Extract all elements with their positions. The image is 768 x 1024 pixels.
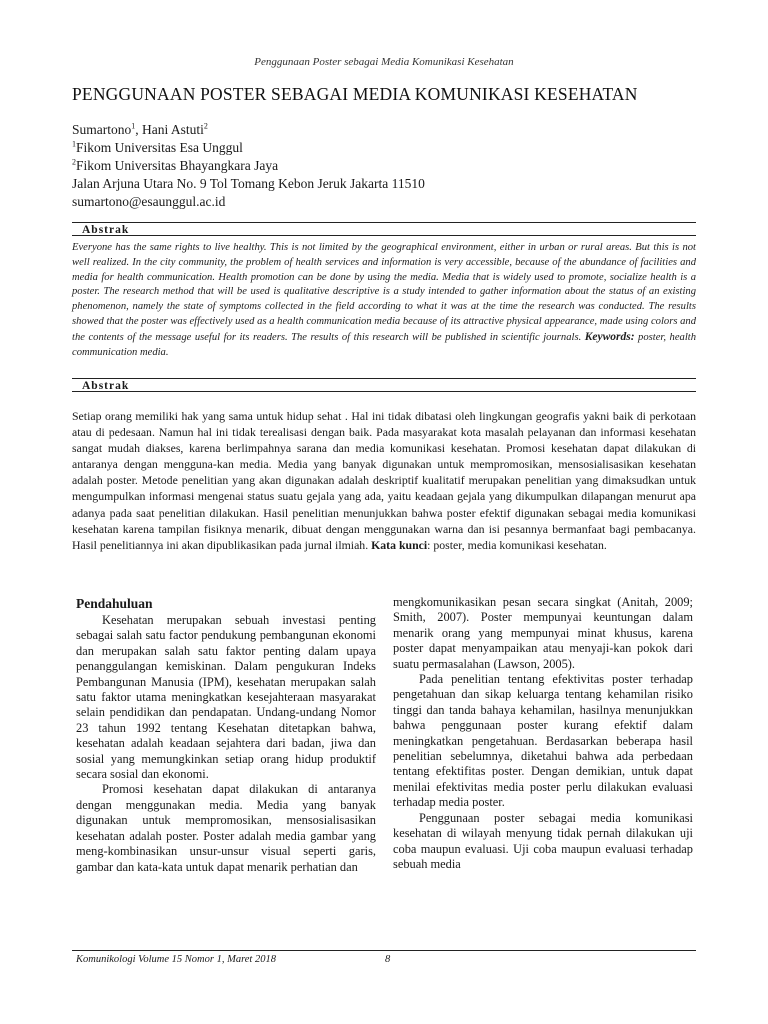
paragraph: Kesehatan merupakan sebuah investasi penting sebagai salah satu factor pendukung pembangunan ekonomi dan merupakan salah satu faktor penting dalam upaya penanggulangan kemiskinan. Dalam pengukuran Indeks Pembangunan Manusia (IPM), kesehatan merupakan salah satu faktor utama meningkatkan kesejahteraan masyarakat selain pendidikan dan pendapatan. Undang-undang Nomor 23 tahun 1992 tentang Kesehatan ditetapkan bahwa, kesehatan adalah keadaan sejahtera dari badan, jiwa dan sosial yang memungkinkan setiap orang hidup produktif secara sosial dan ekonomi.	[76, 613, 376, 782]
author-1: Sumartono	[72, 122, 132, 137]
author-2: Hani Astuti	[142, 122, 204, 137]
affiliation-2-text: Fikom Universitas Bhayangkara Jaya	[76, 158, 279, 173]
running-head: Penggunaan Poster sebagai Media Komunikasi Kesehatan	[254, 56, 514, 68]
author-separator: ,	[135, 122, 142, 137]
abstract-en-text: Everyone has the same rights to live healthy. This is not limited by the geographical environment, either in urban or rural areas. But this is not well realized. In the city community, the problem of health services and information is very accessible, because of the abundance of facilities and media for health communication. Health promotion can be done by using the media. Media that is widely used to promote, socialize health is a poster. The research method that will be used is qualitative descriptive is a study intended to gather information about the status of an existing phenomenon, namely the state of symptoms collected in the field according to what it was at the time the research was conducted. The results showed that the poster was effectively used as a health communication media because of its attractive physical appearance, made using colors and the contents of the message useful for its readers. The results of this research will be published in scientific journals.	[72, 242, 696, 343]
paragraph: Pada penelitian tentang efektivitas poster terhadap pengetahuan dan sikap keluarga tentang kehamilan risiko tinggi dan tanda bahaya kehamilan, hasilnya menunjukkan bahwa penggunaan poster kurang efektif dalam meningkatkan pengetahuan. Berdasarkan beberapa hasil penelitian sebelumnya, diketahui bahwa ada perbedaan tentang efektifitas poster. Dengan demikian, untuk dapat menilai efektivitas media poster perlu dilakukan evaluasi terhadap media poster.	[393, 672, 693, 810]
affiliation-2	[72, 157, 702, 175]
page-footer	[72, 950, 696, 967]
affiliation-1	[72, 139, 702, 157]
author-1-sup: 1	[131, 121, 136, 131]
abstract-id-keywords: : poster, media komunikasi kesehatan.	[427, 537, 607, 552]
abstract-en-heading: Abstrak	[72, 222, 696, 236]
abstract-id-heading: Abstrak	[72, 378, 696, 392]
paragraph: Penggunaan poster sebagai media komunikasi kesehatan di wilayah menyung tidak pernah dilakukan uji coba maupun evaluasi. Uji coba maupun evaluasi terhadap sebuah media	[393, 810, 693, 871]
body-column-left	[76, 595, 376, 875]
author-block	[72, 121, 702, 211]
affiliation-1-text: Fikom Universitas Esa Unggul	[76, 140, 243, 155]
author-2-sup: 2	[203, 121, 208, 131]
author-names	[72, 121, 702, 139]
address: Jalan Arjuna Utara No. 9 Tol Tomang Kebon Jeruk Jakarta 11510	[72, 176, 425, 191]
abstract-id-keywords-label: Kata kunci	[371, 537, 428, 552]
abstract-id-text: Setiap orang memiliki hak yang sama untuk hidup sehat . Hal ini tidak dibatasi oleh lingkungan geografis yakni baik di perkotaan atau di pedesaan. Namun hal ini tidak terealisasi dengan baik. Pada masyarakat kota masalah pelayanan dan informasi kesehatan sangat mudah diakses, karena berlimpahnya sarana dan media komunikasi kesehatan. Promosi kesehatan dapat dilakukan di antaranya dengan mengguna-kan media. Media yang banyak digunakan untuk mempromosikan, mensosialisasikan kesehatan adalah poster. Metode penelitian yang akan digunakan adalah deskriptif kualitatif merupakan penelitian yang dimaksudkan untuk mengumpulkan informasi mengenai status suatu gejala yang ada, yaitu keadaan gejala yang dikumpulkan dilapangan menurut apa adanya pada saat penelitian dilakukan. Hasil penelitian menunjukkan bahwa poster efektif digunakan sebagai media komunikasi kesehatan karena tampilan fisiknya menarik, dibuat dengan menggunakan warna dan isi pesannya bermanfaat bagi pembacanya. Hasil penelitiannya ini akan dipublikasikan pada jurnal ilmiah.	[72, 409, 696, 552]
body-column-right	[393, 595, 693, 872]
footer-journal: Komunikologi Volume 15 Nomor 1, Maret 2018	[76, 954, 276, 965]
affiliation-2-sup: 2	[72, 157, 76, 167]
section-heading-introduction: Pendahuluan	[76, 596, 153, 611]
abstract-en-keywords: poster, health communication media.	[72, 331, 696, 358]
page-number: 8	[385, 954, 391, 965]
affiliation-1-sup: 1	[72, 139, 76, 149]
abstract-en-keywords-label: Keywords:	[584, 330, 635, 343]
paper-title: PENGGUNAAN POSTER SEBAGAI MEDIA KOMUNIKASI KESEHATAN	[72, 84, 638, 104]
abstract-en-body	[72, 241, 696, 360]
abstract-id-body	[72, 408, 696, 553]
paragraph: Promosi kesehatan dapat dilakukan di antaranya dengan menggunakan media. Media yang banyak digunakan untuk mempromosikan, mensosialisasikan kesehatan adalah poster. Poster adalah media gambar yang meng-kombinasikan unsur-unsur visual seperti garis, gambar dan kata-kata untuk dapat menarik perhatian dan	[76, 782, 376, 874]
paragraph: mengkomunikasikan pesan secara singkat (Anitah, 2009; Smith, 2007). Poster mempunyai keuntungan dalam menarik orang yang mempunyai minat khusus, karena poster dapat menyampaikan atau menyaji-kan pokok dari suatu permasalahan (Lawson, 2005).	[393, 595, 693, 671]
email: sumartono@esaunggul.ac.id	[72, 194, 226, 209]
